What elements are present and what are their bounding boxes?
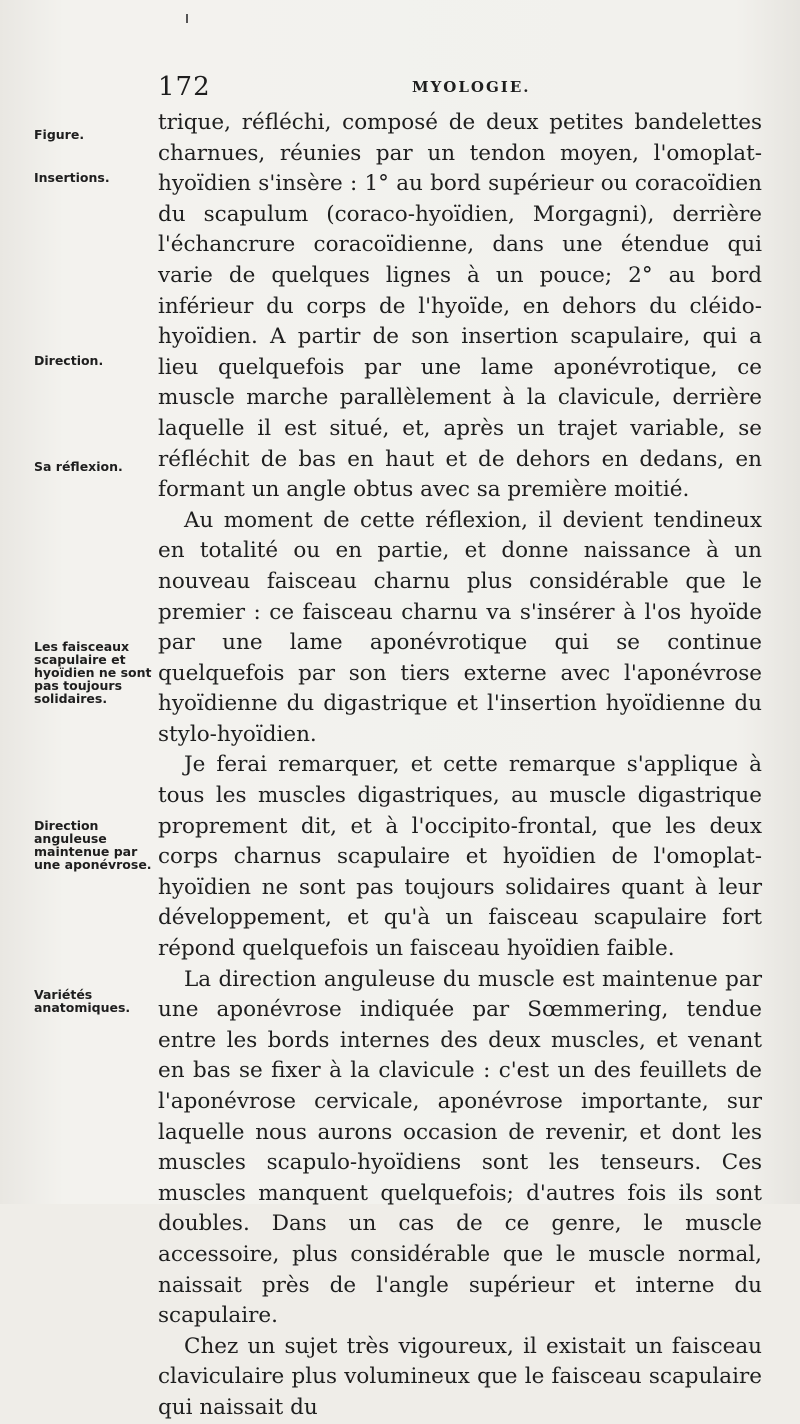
paragraph-4: La direction anguleuse du muscle est maintenue par une aponévrose indiquée par Sœmmering, tendue entre les bords internes des deux muscles, et venant en bas se fixer à la clavicule : c'est un des feuillets de l'aponévrose cervicale, aponévrose importante, sur laquelle nous aurons occasion de revenir, et dont les muscles scapulo-hyoïdiens sont les tenseurs. Ces muscles manquent quelquefois; d'autres fois ils sont doubles. Dans un cas de ce genre, le muscle accessoire, plus considérable que le muscle normal, naissait près de l'angle supérieur et interne du scapulaire. bbox=[158, 966, 762, 1329]
margin-note-varietes: Variétés anatomiques. bbox=[34, 987, 131, 1015]
margin-note-insertions: Insertions. bbox=[34, 170, 110, 185]
paragraph-3: Je ferai remarquer, et cette remarque s'applique à tous les muscles digastriques, au muscle digastrique proprement dit, et à l'occipito-frontal, que les deux corps charnus scapulaire et hyoïdien de l'omoplat-hyoïdien ne sont pas toujours solidaires quant à leur développement, et qu'à un faisceau scapulaire fort répond quelquefois un faisceau hyoïdien faible. bbox=[158, 752, 762, 962]
margin-note-figure: Figure. bbox=[34, 127, 85, 142]
margin-note-direction-anguleuse: Direction anguleuse maintenue par une aponévrose. bbox=[34, 818, 152, 872]
page-mark bbox=[186, 14, 188, 23]
margin-note-direction: Direction. bbox=[34, 353, 104, 368]
running-title: MYOLOGIE. bbox=[412, 78, 531, 96]
paragraph-5: Chez un sujet très vigoureux, il existait un faisceau claviculaire plus volumineux que le faisceau scapulaire qui naissait du bbox=[158, 1333, 762, 1420]
margin-note-reflexion: Sa réflexion. bbox=[34, 459, 123, 474]
page-header bbox=[158, 72, 758, 102]
paragraph-2: Au moment de cette réflexion, il devient tendineux en totalité ou en partie, et donne naissance à un nouveau faisceau charnu plus considérable que le premier : ce faisceau charnu va s'insérer à l'os hyoïde par une lame aponévrotique qui se continue quelquefois par son tiers externe avec l'aponévrose hyoïdienne du digastrique et l'insertion hyoïdienne du stylo-hyoïdien. bbox=[158, 507, 762, 747]
page-number: 172 bbox=[158, 72, 211, 102]
paragraph-1: trique, réfléchi, composé de deux petites bandelettes charnues, réunies par un tendon moyen, l'omoplat-hyoïdien s'insère : 1° au bord supérieur ou coracoïdien du scapulum (coraco-hyoïdien, Morgagni), derrière l'échancrure coracoïdienne, dans une étendue qui varie de quelques lignes à un pouce; 2° au bord inférieur du corps de l'hyoïde, en dehors du cléido-hyoïdien. A partir de son insertion scapulaire, qui a lieu quelquefois par une lame aponévrotique, ce muscle marche parallèlement à la clavicule, derrière laquelle il est situé, et, après un trajet variable, se réfléchit de bas en haut et de dehors en dedans, en formant un angle obtus avec sa première moitié. bbox=[158, 110, 762, 503]
body-text bbox=[158, 108, 762, 1424]
margin-note-faisceaux: Les faisceaux scapulaire et hyoïdien ne sont pas toujours solidaires. bbox=[34, 639, 152, 706]
